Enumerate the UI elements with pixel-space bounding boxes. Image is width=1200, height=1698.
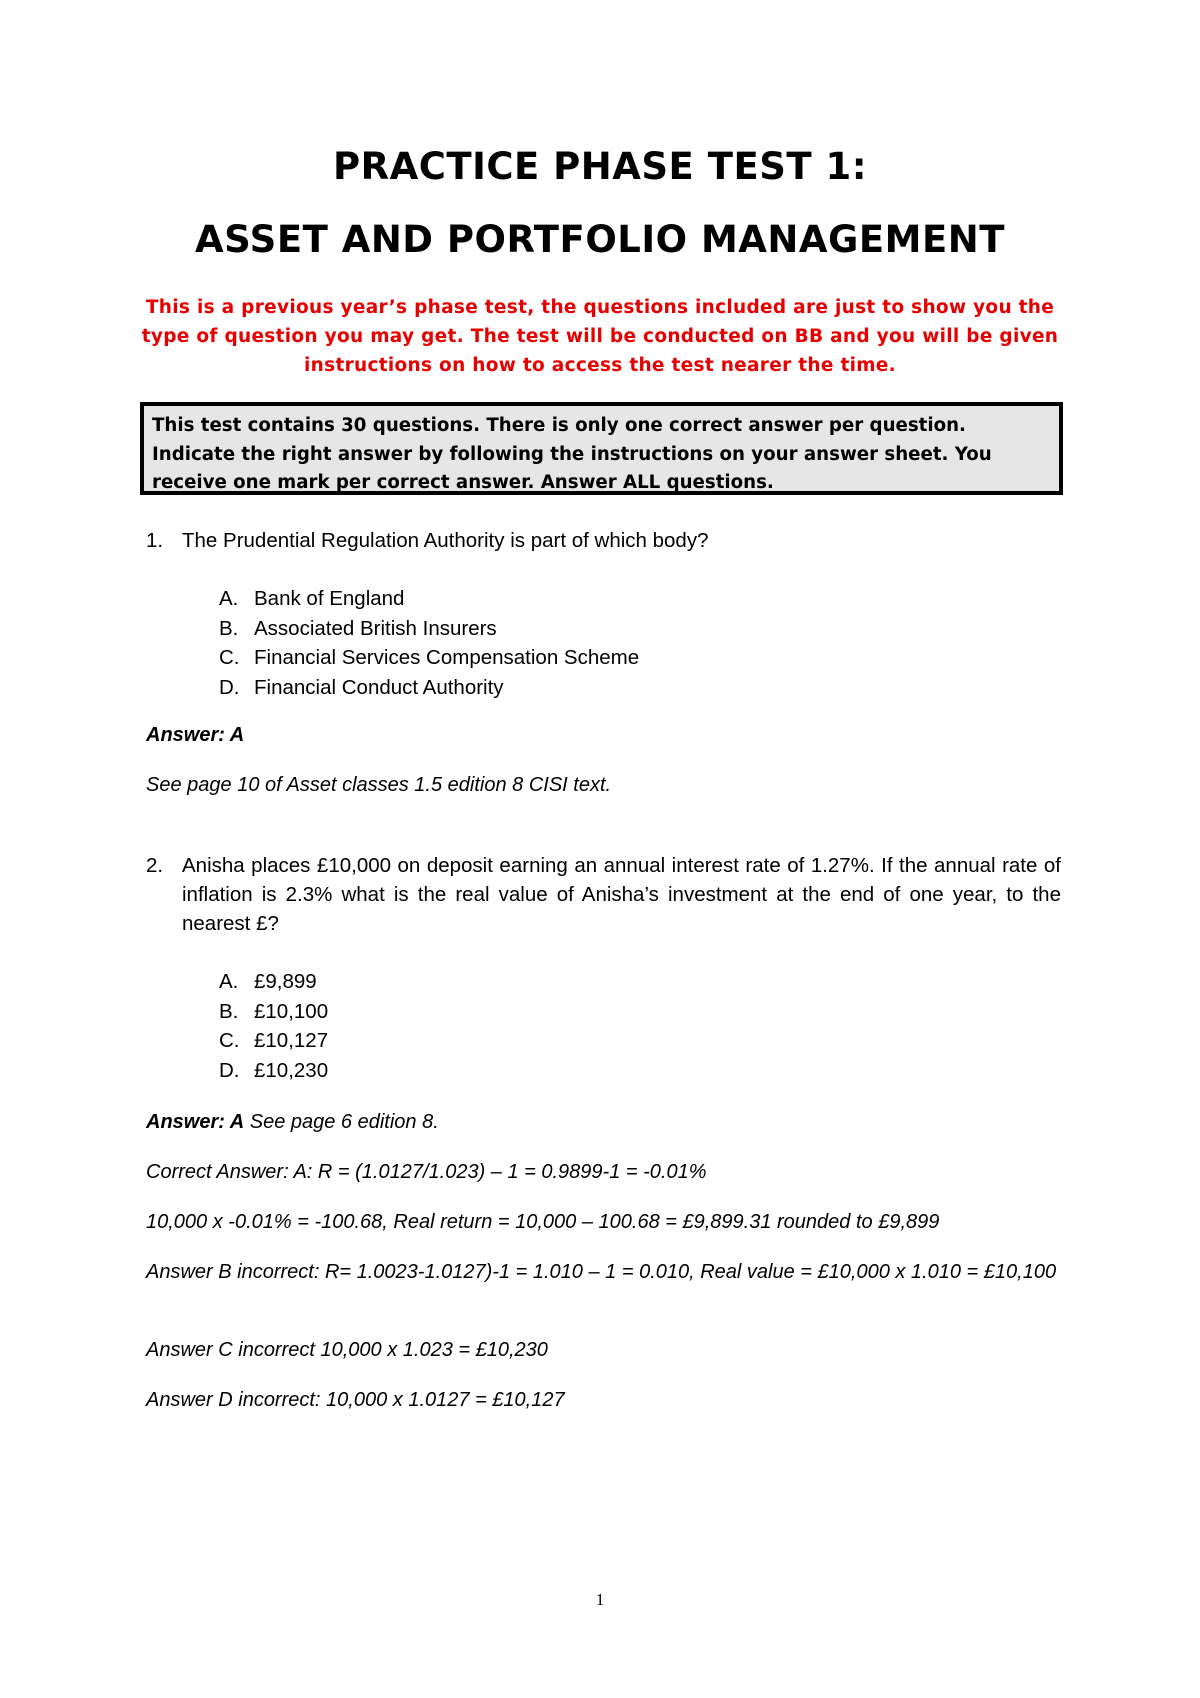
- question-1: [146, 526, 1061, 555]
- option-text: Financial Conduct Authority: [254, 675, 504, 699]
- option-text: £9,899: [254, 970, 317, 993]
- option-item: [219, 997, 328, 1027]
- question-2-options: [219, 967, 328, 1085]
- option-letter: D.: [219, 1058, 240, 1082]
- option-letter: A.: [219, 970, 239, 993]
- explanation-line: 10,000 x -0.01% = -100.68, Real return = 10,000 – 100.68 = £9,899.31 rounded to £9,899: [146, 1211, 940, 1233]
- option-item: [219, 673, 639, 703]
- question-1-reference: See page 10 of Asset classes 1.5 edition 8 CISI text.: [146, 774, 612, 796]
- option-item: [219, 584, 639, 614]
- option-letter: B.: [219, 616, 239, 640]
- question-1-number: 1.: [146, 529, 164, 552]
- question-2-answer-ref: See page 6 edition 8.: [244, 1111, 439, 1133]
- option-item: [219, 643, 639, 673]
- option-letter: B.: [219, 999, 239, 1023]
- page-number: 1: [595, 1590, 605, 1609]
- explanation-line: Answer D incorrect: 10,000 x 1.0127 = £10,127: [146, 1389, 565, 1411]
- option-text: £10,230: [254, 1058, 329, 1082]
- explanation-line: Correct Answer: A: R = (1.0127/1.023) – 1 = 0.9899-1 = -0.01%: [146, 1161, 707, 1183]
- option-item: [219, 614, 639, 644]
- question-1-answer: Answer: A: [146, 724, 245, 746]
- option-item: [219, 1026, 328, 1056]
- question-1-text: The Prudential Regulation Authority is part of which body?: [182, 529, 709, 552]
- option-text: £10,127: [254, 1029, 329, 1052]
- option-letter: D.: [219, 675, 240, 699]
- option-item: [219, 967, 328, 997]
- question-2-answer: Answer: A: [146, 1111, 245, 1133]
- explanation-line: Answer C incorrect 10,000 x 1.023 = £10,230: [146, 1339, 548, 1361]
- question-2-number: 2.: [146, 854, 164, 877]
- question-2-answer-line: [146, 1108, 1066, 1136]
- intro-notice: This is a previous year’s phase test, the questions included are just to show you the type of question you may get. The test will be conducted on BB and you will be given instructions on how to access the test nearer the time.: [141, 297, 1059, 376]
- question-2-text: Anisha places £10,000 on deposit earning an annual interest rate of 1.27%. If the annual rate of inflation is 2.3% what is the real value of Anisha’s investment at the end of one year, to the nearest £?: [182, 854, 1061, 935]
- title-line-2: ASSET AND PORTFOLIO MANAGEMENT: [195, 218, 1005, 261]
- explanation-line: Answer B incorrect: R= 1.0023-1.0127)-1 = 1.010 – 1 = 0.010, Real value = £10,000 x 1.010 = £10,100: [146, 1261, 1057, 1283]
- option-item: [219, 1056, 328, 1086]
- option-text: Financial Services Compensation Scheme: [254, 646, 640, 669]
- option-text: Bank of England: [254, 587, 405, 610]
- option-letter: C.: [219, 646, 240, 669]
- option-text: £10,100: [254, 999, 329, 1023]
- instruction-box: This test contains 30 questions. There is only one correct answer per question. Indicate the right answer by following the instructions on your answer sheet. You receive one mark per correct answer. Answer ALL questions.: [140, 402, 1063, 495]
- title-line-1: PRACTICE PHASE TEST 1:: [332, 145, 868, 188]
- option-letter: A.: [219, 587, 239, 610]
- question-1-options: [219, 584, 639, 702]
- option-text: Associated British Insurers: [254, 616, 497, 640]
- option-letter: C.: [219, 1029, 240, 1052]
- question-2: [146, 851, 1061, 938]
